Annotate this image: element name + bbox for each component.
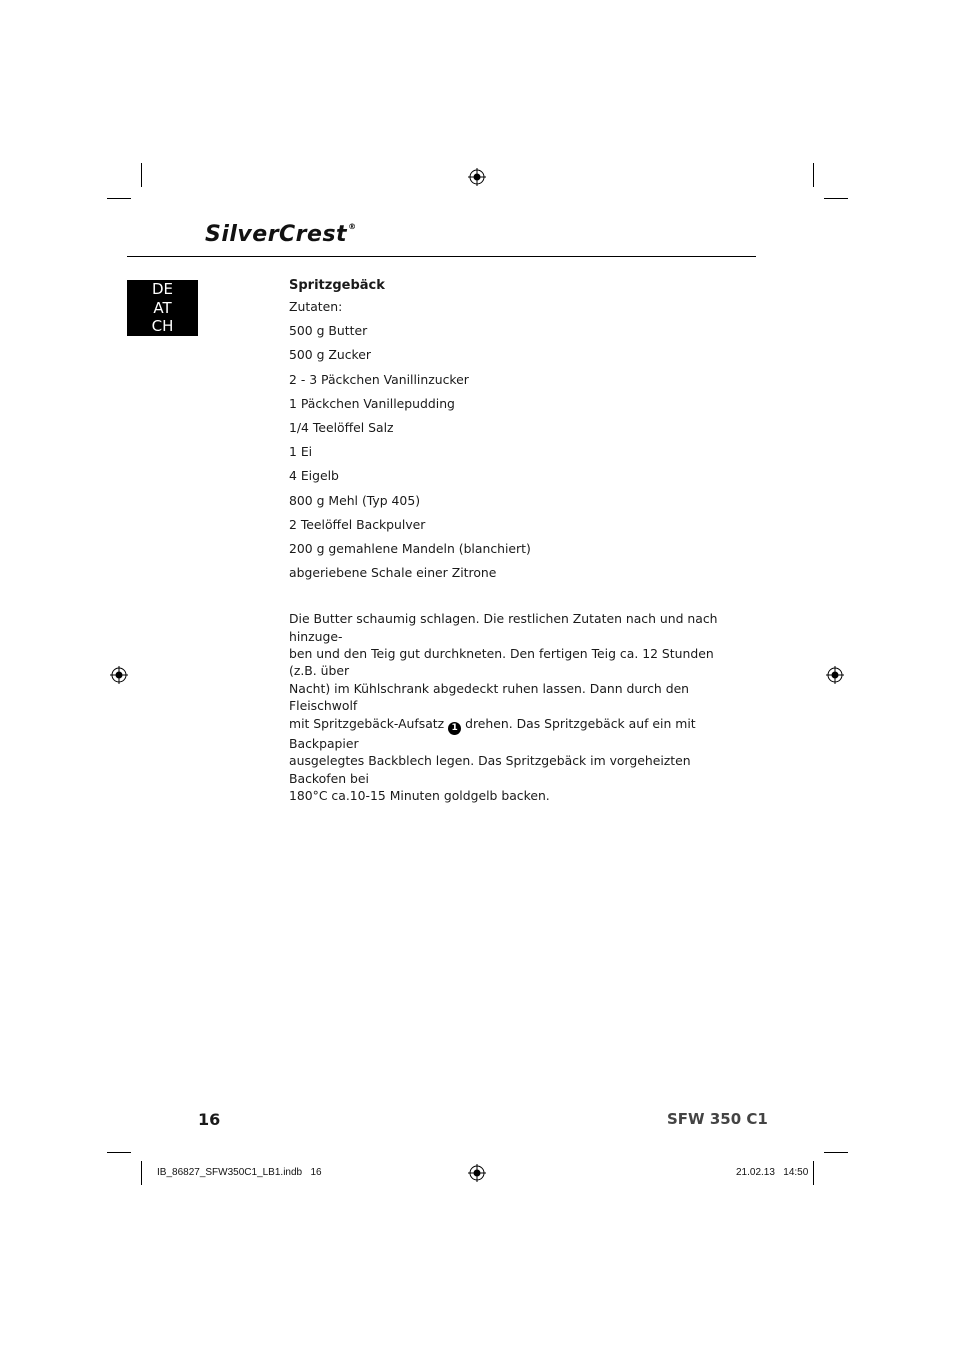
ingredient-item: 2 Teelöffel Backpulver xyxy=(289,516,426,532)
registration-mark-icon xyxy=(468,1164,486,1182)
crop-mark xyxy=(141,163,142,187)
language-tab xyxy=(127,280,198,336)
instructions-text: drehen. Das Spritzgebäck auf ein mit Backpapier xyxy=(289,715,696,751)
recipe-section xyxy=(289,276,729,804)
header-rule xyxy=(127,256,756,257)
print-slug-timestamp: 21.02.13 14:50 xyxy=(736,1167,809,1178)
ingredients-label: Zutaten: xyxy=(289,299,343,314)
ingredient-list xyxy=(289,322,729,588)
ingredient-item: 2 - 3 Päckchen Vanillinzucker xyxy=(289,371,469,387)
instructions-line: Nacht) im Kühlschrank abgedeckt ruhen lassen. Dann durch den Fleischwolf xyxy=(289,680,690,714)
crop-mark xyxy=(107,1152,131,1153)
page-number: 16 xyxy=(198,1110,221,1129)
instructions-line: Die Butter schaumig schlagen. Die restlichen Zutaten nach und nach hinzuge- xyxy=(289,611,718,644)
part-number-marker: 1 xyxy=(448,722,461,735)
ingredient-item: 200 g gemahlene Mandeln (blanchiert) xyxy=(289,540,531,556)
brand-logo xyxy=(205,222,357,247)
print-slug-file: IB_86827_SFW350C1_LB1.indb 16 xyxy=(157,1167,322,1178)
ingredient-item: 1 Ei xyxy=(289,444,313,460)
registration-mark-icon xyxy=(826,666,844,684)
crop-mark xyxy=(107,198,131,199)
recipe-title: Spritzgebäck xyxy=(289,278,385,293)
instructions-line: 180°C ca.10-15 Minuten goldgelb backen. xyxy=(289,787,550,803)
ingredient-item: 800 g Mehl (Typ 405) xyxy=(289,492,421,508)
registered-mark: ® xyxy=(348,222,357,231)
ingredient-item: 4 Eigelb xyxy=(289,468,339,484)
language-code: CH xyxy=(151,317,174,335)
ingredient-item: 500 g Butter xyxy=(289,323,368,339)
ingredient-item: 1 Päckchen Vanillepudding xyxy=(289,395,455,411)
language-code: AT xyxy=(153,298,172,317)
crop-mark xyxy=(813,163,814,187)
ingredient-item: 1/4 Teelöffel Salz xyxy=(289,419,394,435)
instructions-text: mit Spritzgebäck-Aufsatz xyxy=(289,715,445,731)
model-number: SFW 350 C1 xyxy=(667,1110,768,1128)
ingredient-item: 500 g Zucker xyxy=(289,347,371,363)
instructions-line: ausgelegtes Backblech legen. Das Spritzgebäck im vorgeheizten Backofen bei xyxy=(289,753,691,786)
crop-mark xyxy=(813,1161,814,1185)
crop-mark xyxy=(824,198,848,199)
language-code: DE xyxy=(151,280,174,298)
instructions-line xyxy=(289,715,729,752)
instructions-paragraph xyxy=(289,610,729,804)
crop-mark xyxy=(824,1152,848,1153)
ingredient-item: abgeriebene Schale einer Zitrone xyxy=(289,565,497,581)
crop-mark xyxy=(141,1161,142,1185)
instructions-line: ben und den Teig gut durchkneten. Den fertigen Teig ca. 12 Stunden (z.B. über xyxy=(289,646,714,679)
registration-mark-icon xyxy=(110,666,128,684)
registration-mark-icon xyxy=(468,168,486,186)
brand-logo-text: SilverCrest xyxy=(205,222,348,247)
